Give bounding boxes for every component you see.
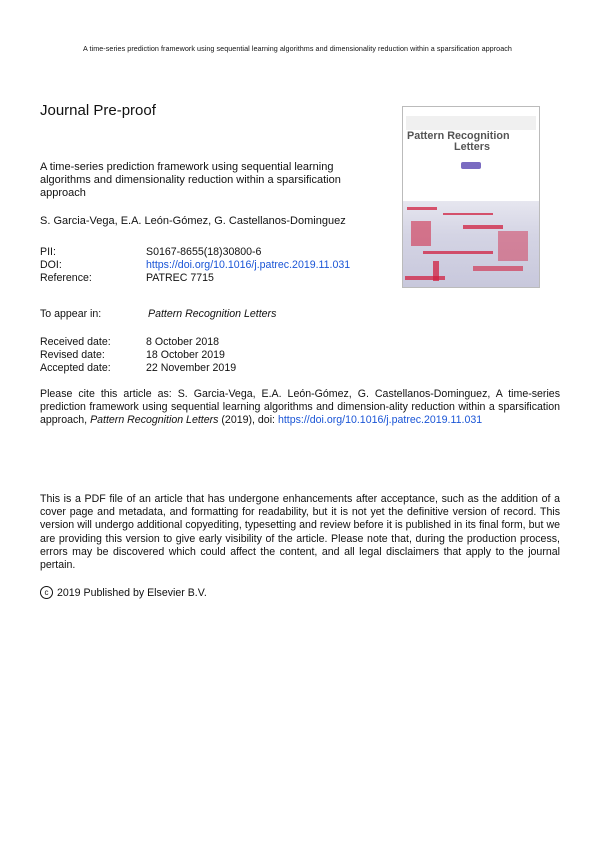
received-label: Received date: <box>40 336 111 348</box>
doi-link[interactable]: https://doi.org/10.1016/j.patrec.2019.11.031 <box>146 259 351 271</box>
cover-badge <box>461 162 481 169</box>
cover-journal-title <box>407 131 537 153</box>
cover-logo-bar <box>406 116 536 130</box>
reference-label: Reference: <box>40 272 92 284</box>
running-head: A time-series prediction framework using sequential learning algorithms and dimensionality reduction within a sparsification approach <box>83 44 512 53</box>
accepted-value: 22 November 2019 <box>146 362 237 374</box>
journal-cover-image <box>402 106 540 288</box>
citation-paragraph <box>40 388 560 428</box>
copyright-line <box>40 586 207 599</box>
revised-value: 18 October 2019 <box>146 349 225 361</box>
cover-journal-line1: Pattern Recognition <box>407 130 510 142</box>
citation-year: (2019), doi: <box>218 414 278 427</box>
article-title: A time-series prediction framework using sequential learning algorithms and dimensionality reduction within a sparsification approach <box>40 161 341 199</box>
cover-photo <box>403 201 539 287</box>
copyright-text: 2019 Published by Elsevier B.V. <box>57 586 207 599</box>
pii-value: S0167-8655(18)30800-6 <box>146 246 262 258</box>
appear-label: To appear in: <box>40 308 102 320</box>
appear-value: Pattern Recognition Letters <box>148 308 277 320</box>
accepted-label: Accepted date: <box>40 362 111 374</box>
disclaimer-paragraph: This is a PDF file of an article that has undergone enhancements after acceptance, such as the addition of a cover page and metadata, and formatting for readability, but it is not yet the definitive version of record. This version will undergo additional copyediting, typesetting and review before it is published in its final form, but we are providing this version to give early visibility of the article. Please note that, during the production process, errors may be discovered which could affect the content, and all legal disclaimers that apply to the journal pertain. <box>40 493 560 572</box>
citation-doi-link[interactable]: https://doi.org/10.1016/j.patrec.2019.11.031 <box>277 414 483 427</box>
copyright-icon: c <box>40 586 53 599</box>
citation-text: Please cite this article as: S. Garcia-Vega, E.A. León-Gómez, G. Castellanos-Dominguez, A time-series prediction framework using sequential learning algorithms and dimension-ality reduction within a sparsification approach, <box>40 388 560 427</box>
reference-value: PATREC 7715 <box>146 272 214 284</box>
revised-label: Revised date: <box>40 349 105 361</box>
doi-label: DOI: <box>40 259 62 271</box>
cover-journal-line2: Letters <box>453 141 490 153</box>
authors: S. Garcia-Vega, E.A. León-Gómez, G. Castellanos-Dominguez <box>40 215 346 227</box>
received-value: 8 October 2018 <box>146 336 220 348</box>
citation-journal: Pattern Recognition Letters <box>90 414 219 427</box>
journal-preproof-heading: Journal Pre-proof <box>40 102 156 119</box>
pii-label: PII: <box>40 246 56 258</box>
